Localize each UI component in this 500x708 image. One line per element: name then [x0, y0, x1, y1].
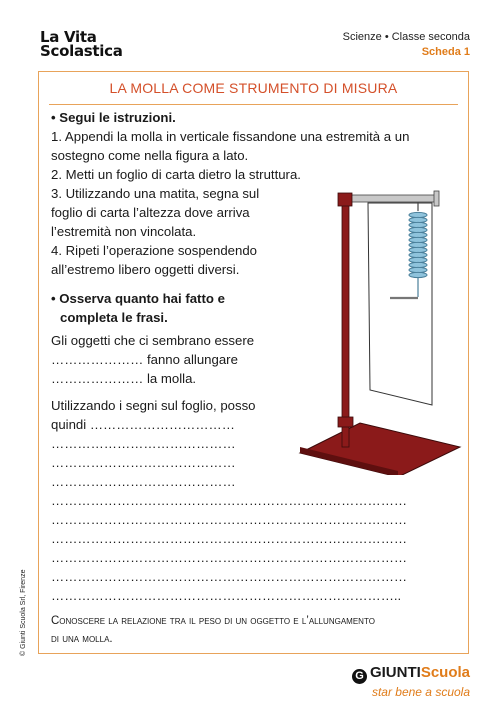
- instruction-step-2: 2. Metti un foglio di carta dietro la struttura.: [51, 167, 301, 182]
- sentence2-line2: quindi ……………………………: [51, 417, 235, 432]
- giunti-scuola-logo: [352, 664, 470, 699]
- sentence2-line1: Utilizzando i segni sul foglio, posso: [51, 398, 256, 413]
- logo-la-vita-scolastica: [40, 30, 123, 58]
- objective-line2: di una molla.: [51, 633, 113, 645]
- answer-line-long-1: ………………………………………………………………………: [51, 493, 408, 508]
- logo-line1: La Vita: [40, 28, 97, 46]
- brand-name-part1: GIUNTI: [369, 664, 421, 681]
- answer-line-long-5: ………………………………………………………………………: [51, 569, 408, 584]
- title-divider: [49, 104, 458, 105]
- pole-clamp: [338, 417, 353, 427]
- stand-pole: [342, 197, 349, 447]
- instruction-step-3: 3. Utilizzando una matita, segna sul foglio di carta l’altezza dove arriva l’estremità non vincolata.: [51, 186, 260, 239]
- giunti-g-icon: G: [352, 669, 367, 684]
- stand-arm: [342, 195, 437, 202]
- instruction-step-1: 1. Appendi la molla in verticale fissandone una estremità a un sostegno come nella figura a lato.: [51, 129, 410, 163]
- arm-end: [434, 191, 439, 206]
- header-info: [343, 30, 470, 60]
- sentence1-line1: Gli oggetti che ci sembrano essere: [51, 333, 255, 348]
- instructions-heading: • Segui le istruzioni.: [51, 110, 176, 125]
- brand-tagline: star bene a scuola: [371, 685, 470, 699]
- brand-name-part2: Scuola: [420, 664, 470, 681]
- copyright-notice: © Giunti Scuola Srl, Firenze: [20, 569, 27, 656]
- sentence1-line2: ………………… fanno allungare: [51, 352, 238, 367]
- observe-heading-line2: completa le frasi.: [60, 310, 168, 325]
- answer-line-long-3: ………………………………………………………………………: [51, 531, 408, 546]
- arm-joint: [338, 193, 352, 206]
- brand-name: [352, 664, 470, 684]
- answer-line-short-1: ……………………………………: [51, 436, 236, 451]
- observe-heading-line1: • Osserva quanto hai fatto e: [51, 291, 225, 306]
- answer-line-long-2: ………………………………………………………………………: [51, 512, 408, 527]
- learning-objective: [51, 612, 461, 648]
- objective-line1: Conoscere la relazione tra il peso di un oggetto e l’allungamento: [51, 615, 375, 627]
- sentence1-line3: ………………… la molla.: [51, 371, 197, 386]
- page-title: LA MOLLA COME STRUMENTO DI MISURA: [109, 80, 398, 96]
- spring-stand-illustration: [290, 185, 465, 475]
- logo-line2: Scolastica: [40, 42, 123, 60]
- spring: [409, 212, 427, 277]
- answer-line-short-2: ……………………………………: [51, 455, 236, 470]
- answer-line-long-6: ……………………………………………………………………..: [51, 588, 402, 603]
- instruction-step-4: 4. Ripeti l’operazione sospendendo all’estremo libero oggetti diversi.: [51, 243, 258, 277]
- answer-line-long-4: ………………………………………………………………………: [51, 550, 408, 565]
- subject-label: Scienze • Classe seconda: [342, 31, 470, 43]
- sheet-label: Scheda 1: [421, 46, 470, 58]
- answer-line-short-3: ……………………………………: [51, 474, 236, 489]
